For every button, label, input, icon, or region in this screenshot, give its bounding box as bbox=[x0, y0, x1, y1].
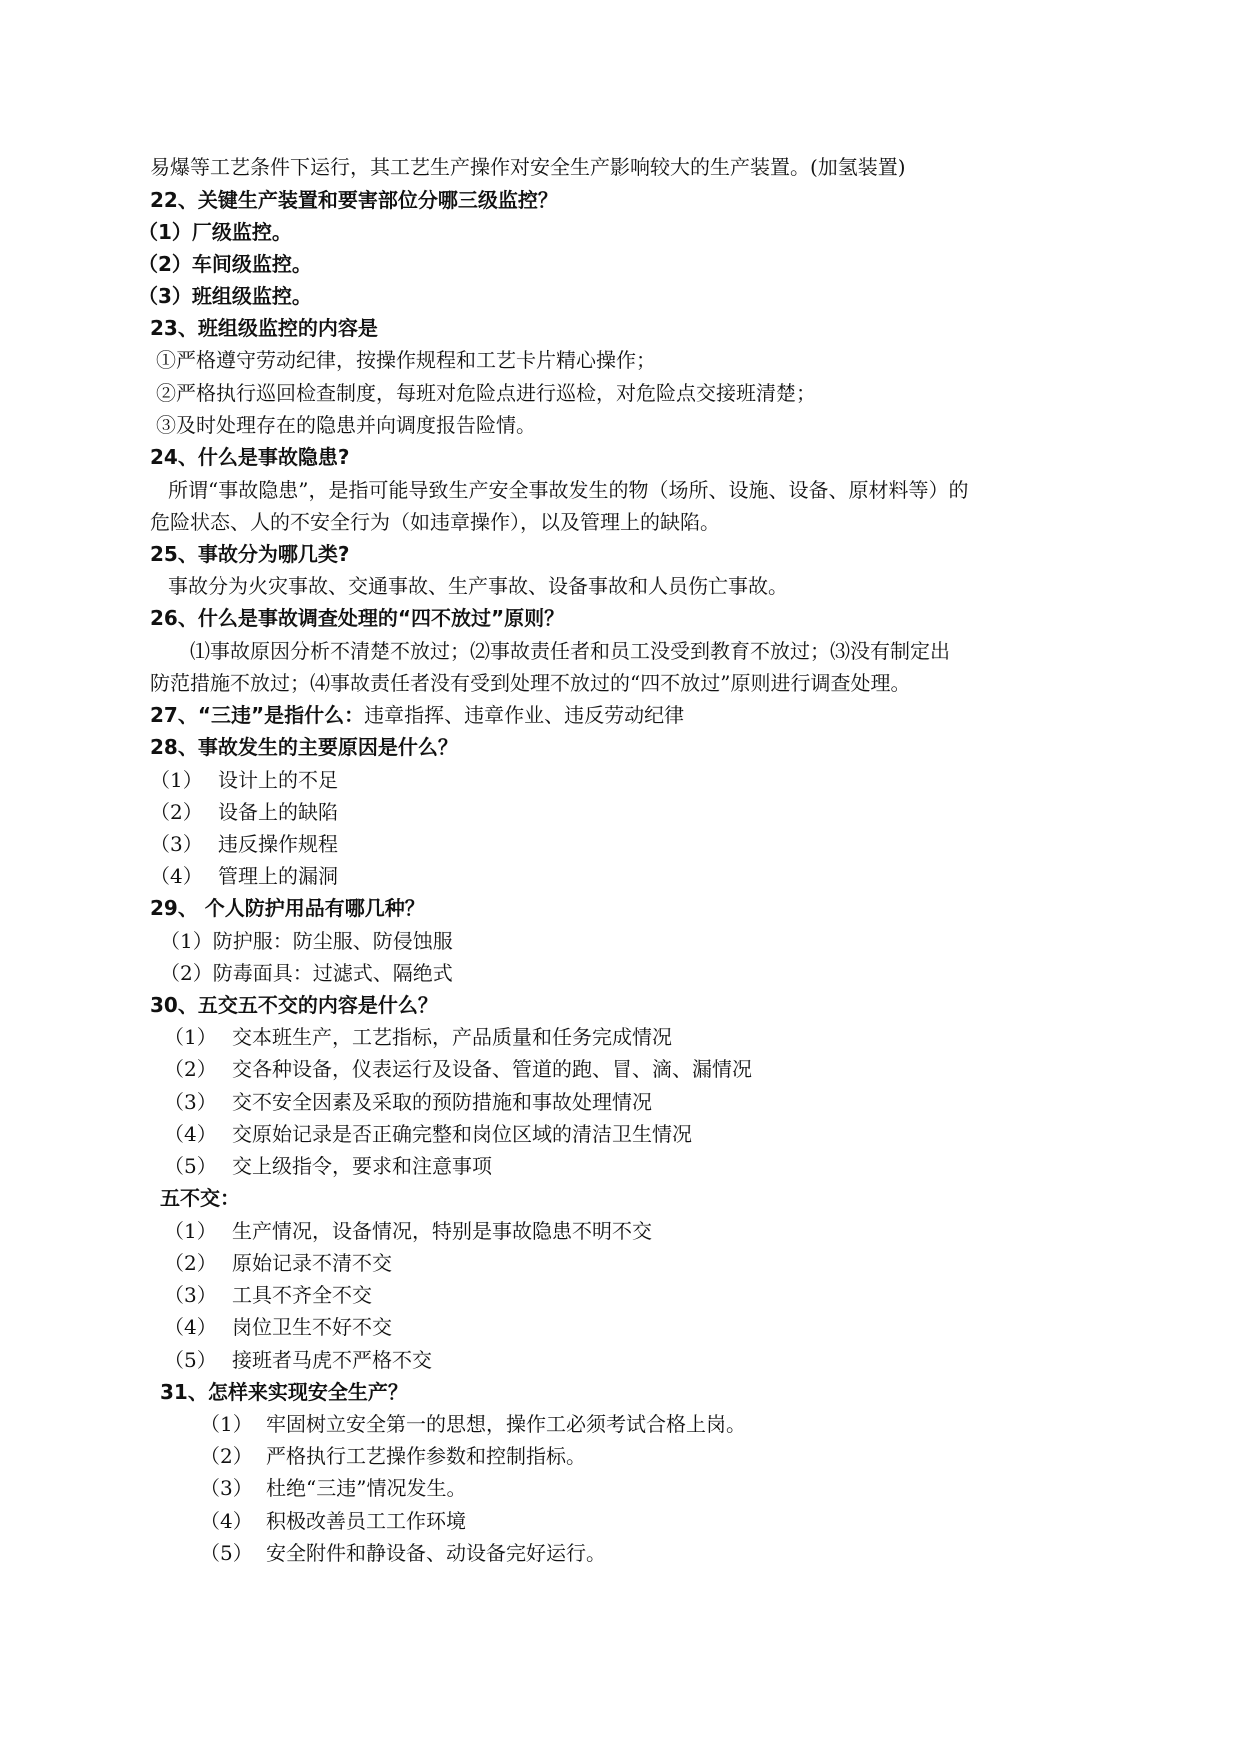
item-number: （5） bbox=[200, 1541, 253, 1565]
question-heading: 22、关键生产装置和要害部位分哪三级监控？ bbox=[150, 188, 558, 212]
list-item bbox=[150, 768, 338, 792]
question-heading: 29、 个人防护用品有哪几种？ bbox=[150, 896, 425, 920]
item-text: 交不安全因素及采取的预防措施和事故处理情况 bbox=[232, 1090, 652, 1114]
text-line: ⑴事故原因分析不清楚不放过；⑵事故责任者和员工没受到教育不放过；⑶没有制定出 bbox=[190, 639, 950, 663]
item-number: （2） bbox=[200, 1444, 253, 1468]
item-number: （2） bbox=[164, 1251, 217, 1275]
list-item: （2）防毒面具：过滤式、隔绝式 bbox=[160, 961, 453, 985]
item-text: 交各种设备，仪表运行及设备、管道的跑、冒、滴、漏情况 bbox=[232, 1057, 752, 1081]
item-text: 设备上的缺陷 bbox=[218, 800, 338, 824]
item-number: （4） bbox=[200, 1509, 253, 1533]
item-number: （1） bbox=[150, 768, 203, 792]
item-number: （1） bbox=[164, 1025, 217, 1049]
item-number: （3） bbox=[164, 1283, 217, 1307]
list-item bbox=[164, 1090, 652, 1114]
item-text: 设计上的不足 bbox=[218, 768, 338, 792]
list-item bbox=[200, 1476, 466, 1500]
list-item bbox=[200, 1412, 746, 1436]
text-line: 所谓“事故隐患”，是指可能导致生产安全事故发生的物（场所、设施、设备、原材料等）的 bbox=[168, 478, 969, 502]
item-text: 原始记录不清不交 bbox=[232, 1251, 392, 1275]
item-text: 交原始记录是否正确完整和岗位区域的清洁卫生情况 bbox=[232, 1122, 692, 1146]
list-item: （2）车间级监控。 bbox=[138, 252, 312, 276]
item-number: （4） bbox=[150, 864, 203, 888]
answer-text: 违章指挥、违章作业、违反劳动纪律 bbox=[364, 703, 685, 727]
list-item: ②严格执行巡回检查制度，每班对危险点进行巡检，对危险点交接班清楚； bbox=[156, 381, 816, 405]
list-item: ①严格遵守劳动纪律，按操作规程和工艺卡片精心操作； bbox=[156, 348, 656, 372]
text-line: 防范措施不放过；⑷事故责任者没有受到处理不放过的“四不放过”原则进行调查处理。 bbox=[150, 671, 911, 695]
item-text: 生产情况，设备情况，特别是事故隐患不明不交 bbox=[232, 1219, 652, 1243]
item-number: （3） bbox=[150, 832, 203, 856]
item-number: （5） bbox=[164, 1348, 217, 1372]
question-heading: 24、什么是事故隐患? bbox=[150, 445, 350, 469]
list-item bbox=[200, 1541, 606, 1565]
text-line: 易爆等工艺条件下运行，其工艺生产操作对安全生产影响较大的生产装置。(加氢装置) bbox=[150, 155, 906, 179]
list-item bbox=[164, 1283, 372, 1307]
item-number: （5） bbox=[164, 1154, 217, 1178]
list-item bbox=[150, 864, 338, 888]
item-number: （1） bbox=[200, 1412, 253, 1436]
list-item bbox=[164, 1315, 392, 1339]
item-text: 岗位卫生不好不交 bbox=[232, 1315, 392, 1339]
question-heading-label: 27、“三违”是指什么： bbox=[150, 703, 365, 727]
item-text: 违反操作规程 bbox=[218, 832, 338, 856]
list-item bbox=[164, 1219, 652, 1243]
item-number: （2） bbox=[164, 1057, 217, 1081]
list-item bbox=[164, 1122, 692, 1146]
list-item bbox=[200, 1444, 586, 1468]
list-item bbox=[150, 800, 338, 824]
item-number: （3） bbox=[200, 1476, 253, 1500]
item-text: 工具不齐全不交 bbox=[232, 1283, 372, 1307]
item-number: （1） bbox=[164, 1219, 217, 1243]
list-item bbox=[150, 832, 338, 856]
list-item bbox=[164, 1251, 392, 1275]
section-heading: 五不交： bbox=[160, 1186, 240, 1210]
item-text: 交上级指令，要求和注意事项 bbox=[232, 1154, 492, 1178]
item-number: （2） bbox=[150, 800, 203, 824]
text-line: 事故分为火灾事故、交通事故、生产事故、设备事故和人员伤亡事故。 bbox=[168, 574, 788, 598]
list-item bbox=[164, 1348, 432, 1372]
item-text: 管理上的漏洞 bbox=[218, 864, 338, 888]
item-number: （4） bbox=[164, 1315, 217, 1339]
question-heading bbox=[150, 703, 684, 727]
item-text: 积极改善员工工作环境 bbox=[266, 1509, 466, 1533]
item-text: 安全附件和静设备、动设备完好运行。 bbox=[266, 1541, 606, 1565]
list-item bbox=[164, 1057, 752, 1081]
question-heading: 23、班组级监控的内容是 bbox=[150, 316, 378, 340]
list-item: ③及时处理存在的隐患并向调度报告险情。 bbox=[156, 413, 536, 437]
item-text: 接班者马虎不严格不交 bbox=[232, 1348, 432, 1372]
question-heading: 31、怎样来实现安全生产？ bbox=[160, 1380, 408, 1404]
question-heading: 28、事故发生的主要原因是什么？ bbox=[150, 735, 458, 759]
list-item: （1）防护服：防尘服、防侵蚀服 bbox=[160, 929, 453, 953]
question-heading: 30、五交五不交的内容是什么？ bbox=[150, 993, 438, 1017]
text-line: 危险状态、人的不安全行为（如违章操作），以及管理上的缺陷。 bbox=[150, 510, 720, 534]
item-text: 牢固树立安全第一的思想，操作工必须考试合格上岗。 bbox=[266, 1412, 746, 1436]
item-text: 严格执行工艺操作参数和控制指标。 bbox=[266, 1444, 586, 1468]
question-heading: 26、什么是事故调查处理的“四不放过”原则？ bbox=[150, 606, 565, 630]
item-number: （4） bbox=[164, 1122, 217, 1146]
item-text: 杜绝“三违”情况发生。 bbox=[266, 1476, 467, 1500]
list-item bbox=[164, 1154, 492, 1178]
item-number: （3） bbox=[164, 1090, 217, 1114]
list-item bbox=[164, 1025, 672, 1049]
question-heading: 25、事故分为哪几类? bbox=[150, 542, 350, 566]
list-item bbox=[200, 1509, 466, 1533]
list-item: （3）班组级监控。 bbox=[138, 284, 312, 308]
list-item: （1）厂级监控。 bbox=[138, 220, 292, 244]
item-text: 交本班生产，工艺指标，产品质量和任务完成情况 bbox=[232, 1025, 672, 1049]
